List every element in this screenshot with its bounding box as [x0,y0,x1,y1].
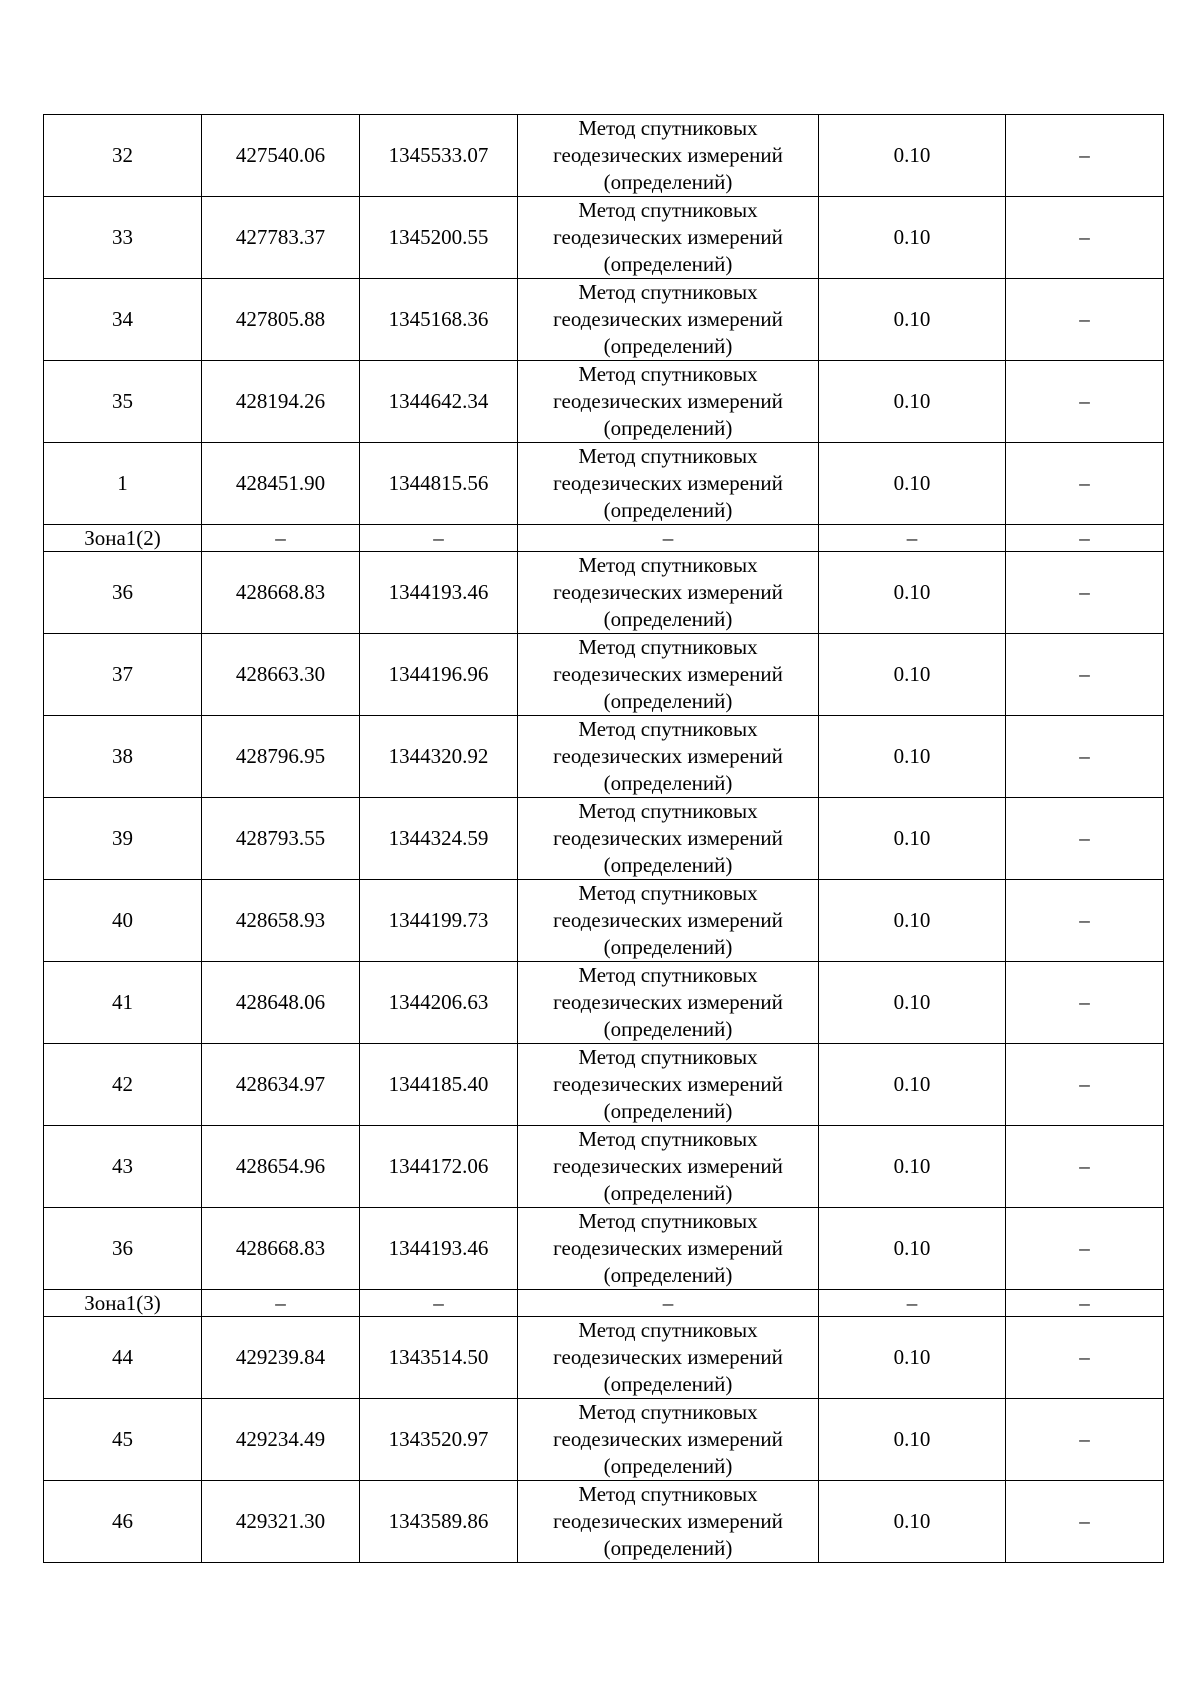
method-cell [518,443,819,525]
method-text-line3: (определений) [603,1181,733,1205]
method-cell [518,1208,819,1290]
table-row [44,1399,1164,1481]
table-row [44,1481,1164,1563]
method-cell [518,279,819,361]
method-text-line1: Метод спутниковых [578,198,758,222]
y-coordinate-cell: 1343589.86 [360,1481,518,1563]
zone-accuracy-cell: – [819,525,1006,552]
x-coordinate-cell: 428668.83 [202,1208,360,1290]
method-text-line1: Метод спутниковых [578,1045,758,1069]
accuracy-cell: 0.10 [819,798,1006,880]
method-cell [518,1317,819,1399]
method-text-line3: (определений) [603,1536,733,1560]
point-number-cell: 34 [44,279,202,361]
method-text-line2: геодезических измерений [553,826,783,850]
table-row [44,716,1164,798]
note-cell: – [1006,880,1164,962]
method-text-line2: геодезических измерений [553,1509,783,1533]
method-text-line3: (определений) [603,334,733,358]
method-cell [518,1399,819,1481]
accuracy-cell: 0.10 [819,1317,1006,1399]
method-text-line2: геодезических измерений [553,225,783,249]
method-cell [518,880,819,962]
y-coordinate-cell: 1344206.63 [360,962,518,1044]
method-text-line2: геодезических измерений [553,990,783,1014]
y-coordinate-cell: 1343514.50 [360,1317,518,1399]
method-text-line1: Метод спутниковых [578,1318,758,1342]
y-coordinate-cell: 1344199.73 [360,880,518,962]
x-coordinate-cell: 428451.90 [202,443,360,525]
y-coordinate-cell: 1344324.59 [360,798,518,880]
table-row [44,962,1164,1044]
method-text-line1: Метод спутниковых [578,116,758,140]
method-text-line3: (определений) [603,935,733,959]
method-text-line3: (определений) [603,1263,733,1287]
y-coordinate-cell: 1345533.07 [360,115,518,197]
method-text-line1: Метод спутниковых [578,1127,758,1151]
zone-x-cell: – [202,1290,360,1317]
method-text-line3: (определений) [603,689,733,713]
method-text-line2: геодезических измерений [553,307,783,331]
method-text-line1: Метод спутниковых [578,444,758,468]
x-coordinate-cell: 427805.88 [202,279,360,361]
zone-row [44,1290,1164,1317]
point-number-cell: 33 [44,197,202,279]
method-text-line1: Метод спутниковых [578,1482,758,1506]
zone-x-cell: – [202,525,360,552]
zone-label-cell: Зона1(2) [44,525,202,552]
point-number-cell: 38 [44,716,202,798]
method-text-line3: (определений) [603,853,733,877]
x-coordinate-cell: 428634.97 [202,1044,360,1126]
method-text-line2: геодезических измерений [553,744,783,768]
method-cell [518,1126,819,1208]
table-row [44,1126,1164,1208]
method-text-line3: (определений) [603,170,733,194]
method-cell [518,798,819,880]
note-cell: – [1006,552,1164,634]
method-text-line3: (определений) [603,1454,733,1478]
accuracy-cell: 0.10 [819,361,1006,443]
accuracy-cell: 0.10 [819,634,1006,716]
point-number-cell: 41 [44,962,202,1044]
method-text-line2: геодезических измерений [553,662,783,686]
table-row [44,361,1164,443]
x-coordinate-cell: 428654.96 [202,1126,360,1208]
method-text-line1: Метод спутниковых [578,881,758,905]
note-cell: – [1006,443,1164,525]
method-text-line1: Метод спутниковых [578,799,758,823]
note-cell: – [1006,962,1164,1044]
zone-note-cell: – [1006,525,1164,552]
note-cell: – [1006,716,1164,798]
y-coordinate-cell: 1345168.36 [360,279,518,361]
x-coordinate-cell: 428194.26 [202,361,360,443]
method-text-line1: Метод спутниковых [578,717,758,741]
x-coordinate-cell: 428658.93 [202,880,360,962]
x-coordinate-cell: 427783.37 [202,197,360,279]
note-cell: – [1006,361,1164,443]
method-text-line2: геодезических измерений [553,471,783,495]
method-text-line1: Метод спутниковых [578,1209,758,1233]
method-text-line1: Метод спутниковых [578,280,758,304]
table-row [44,1208,1164,1290]
point-number-cell: 32 [44,115,202,197]
note-cell: – [1006,115,1164,197]
accuracy-cell: 0.10 [819,1208,1006,1290]
note-cell: – [1006,197,1164,279]
table-body [44,115,1164,1563]
zone-label-cell: Зона1(3) [44,1290,202,1317]
x-coordinate-cell: 428796.95 [202,716,360,798]
x-coordinate-cell: 428663.30 [202,634,360,716]
x-coordinate-cell: 428793.55 [202,798,360,880]
table-row [44,197,1164,279]
note-cell: – [1006,634,1164,716]
y-coordinate-cell: 1344172.06 [360,1126,518,1208]
x-coordinate-cell: 429239.84 [202,1317,360,1399]
point-number-cell: 36 [44,552,202,634]
y-coordinate-cell: 1344815.56 [360,443,518,525]
method-text-line3: (определений) [603,1099,733,1123]
method-text-line3: (определений) [603,252,733,276]
method-text-line2: геодезических измерений [553,389,783,413]
method-text-line1: Метод спутниковых [578,553,758,577]
point-number-cell: 42 [44,1044,202,1126]
method-text-line2: геодезических измерений [553,908,783,932]
method-cell [518,552,819,634]
coordinates-table [43,114,1164,1563]
table-row [44,1044,1164,1126]
method-cell [518,962,819,1044]
table-row [44,798,1164,880]
note-cell: – [1006,1399,1164,1481]
point-number-cell: 40 [44,880,202,962]
accuracy-cell: 0.10 [819,552,1006,634]
method-text-line2: геодезических измерений [553,1345,783,1369]
zone-y-cell: – [360,1290,518,1317]
y-coordinate-cell: 1344185.40 [360,1044,518,1126]
y-coordinate-cell: 1344642.34 [360,361,518,443]
x-coordinate-cell: 429321.30 [202,1481,360,1563]
note-cell: – [1006,1481,1164,1563]
accuracy-cell: 0.10 [819,443,1006,525]
method-text-line1: Метод спутниковых [578,635,758,659]
zone-row [44,525,1164,552]
method-cell [518,197,819,279]
zone-method-cell: – [518,1290,819,1317]
y-coordinate-cell: 1344196.96 [360,634,518,716]
accuracy-cell: 0.10 [819,197,1006,279]
table-row [44,115,1164,197]
point-number-cell: 44 [44,1317,202,1399]
accuracy-cell: 0.10 [819,716,1006,798]
table-row [44,634,1164,716]
x-coordinate-cell: 427540.06 [202,115,360,197]
method-text-line2: геодезических измерений [553,1236,783,1260]
zone-accuracy-cell: – [819,1290,1006,1317]
method-text-line3: (определений) [603,498,733,522]
point-number-cell: 39 [44,798,202,880]
method-text-line2: геодезических измерений [553,1154,783,1178]
accuracy-cell: 0.10 [819,1481,1006,1563]
method-text-line3: (определений) [603,1017,733,1041]
method-text-line3: (определений) [603,1372,733,1396]
point-number-cell: 46 [44,1481,202,1563]
accuracy-cell: 0.10 [819,115,1006,197]
method-cell [518,634,819,716]
table-row [44,1317,1164,1399]
zone-y-cell: – [360,525,518,552]
point-number-cell: 1 [44,443,202,525]
accuracy-cell: 0.10 [819,1399,1006,1481]
method-cell [518,1481,819,1563]
table-row [44,279,1164,361]
method-cell [518,115,819,197]
point-number-cell: 43 [44,1126,202,1208]
method-text-line3: (определений) [603,607,733,631]
y-coordinate-cell: 1344193.46 [360,1208,518,1290]
zone-note-cell: – [1006,1290,1164,1317]
y-coordinate-cell: 1345200.55 [360,197,518,279]
method-text-line1: Метод спутниковых [578,362,758,386]
accuracy-cell: 0.10 [819,962,1006,1044]
note-cell: – [1006,1044,1164,1126]
y-coordinate-cell: 1343520.97 [360,1399,518,1481]
accuracy-cell: 0.10 [819,1126,1006,1208]
method-text-line2: геодезических измерений [553,1072,783,1096]
method-text-line3: (определений) [603,771,733,795]
method-text-line1: Метод спутниковых [578,963,758,987]
method-cell [518,716,819,798]
zone-method-cell: – [518,525,819,552]
method-cell [518,1044,819,1126]
method-cell [518,361,819,443]
note-cell: – [1006,1208,1164,1290]
method-text-line2: геодезических измерений [553,143,783,167]
point-number-cell: 45 [44,1399,202,1481]
table-row [44,880,1164,962]
x-coordinate-cell: 428648.06 [202,962,360,1044]
accuracy-cell: 0.10 [819,279,1006,361]
accuracy-cell: 0.10 [819,1044,1006,1126]
note-cell: – [1006,798,1164,880]
y-coordinate-cell: 1344320.92 [360,716,518,798]
note-cell: – [1006,279,1164,361]
note-cell: – [1006,1126,1164,1208]
accuracy-cell: 0.10 [819,880,1006,962]
y-coordinate-cell: 1344193.46 [360,552,518,634]
point-number-cell: 36 [44,1208,202,1290]
table-row [44,443,1164,525]
point-number-cell: 35 [44,361,202,443]
method-text-line2: геодезических измерений [553,580,783,604]
x-coordinate-cell: 428668.83 [202,552,360,634]
method-text-line1: Метод спутниковых [578,1400,758,1424]
point-number-cell: 37 [44,634,202,716]
method-text-line2: геодезических измерений [553,1427,783,1451]
table-row [44,552,1164,634]
method-text-line3: (определений) [603,416,733,440]
x-coordinate-cell: 429234.49 [202,1399,360,1481]
note-cell: – [1006,1317,1164,1399]
